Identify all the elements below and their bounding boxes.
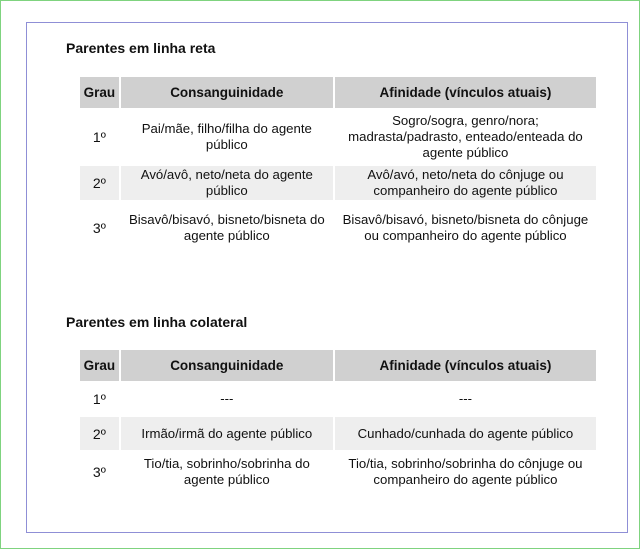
grau-cell: 2º [80,417,119,450]
grau-cell: 1º [92,391,106,407]
table-row [80,452,596,492]
header-grau: Grau [80,77,119,108]
consanguinidade-cell: Tio/tia, sobrinho/sobrinha do agente público [143,456,310,487]
header-afinidade: Afinidade (vínculos atuais) [335,77,596,108]
afinidade-cell: Cunhado/cunhada do agente público [335,417,596,450]
header-consanguinidade: Consanguinidade [121,350,333,381]
table-header-row [80,77,596,108]
afinidade-cell: Avô/avó, neto/neta do cônjuge ou companheiro do agente público [335,166,596,200]
section-title-linha-reta: Parentes em linha reta [66,40,216,56]
consanguinidade-cell: Bisavô/bisavó, bisneto/bisneta do agente público [128,212,325,243]
table-row [80,202,596,254]
header-consanguinidade: Consanguinidade [121,77,333,108]
afinidade-cell: Tio/tia, sobrinho/sobrinha do cônjuge ou companheiro do agente público [348,456,583,487]
table-row [80,166,596,200]
consanguinidade-cell: Irmão/irmã do agente público [121,417,333,450]
table-header-row [80,350,596,381]
section-title-linha-colateral: Parentes em linha colateral [66,314,248,330]
grau-cell: 1º [92,129,106,145]
grau-cell: 3º [92,464,106,480]
table-row [80,110,596,164]
header-afinidade: Afinidade (vínculos atuais) [335,350,596,381]
consanguinidade-cell: Pai/mãe, filho/filha do agente público [141,121,312,152]
table-row [80,383,596,415]
header-grau: Grau [80,350,119,381]
grau-cell: 2º [80,166,119,200]
consanguinidade-cell: Avó/avô, neto/neta do agente público [121,166,333,200]
consanguinidade-cell: --- [220,391,234,406]
afinidade-cell: Sogro/sogra, genro/nora; madrasta/padrasto, enteado/enteada do agente público [348,113,583,160]
grau-cell: 3º [92,220,106,236]
table-linha-colateral [78,348,598,494]
table-row [80,417,596,450]
afinidade-cell: --- [458,391,473,406]
table-linha-reta [78,75,598,256]
afinidade-cell: Bisavô/bisavó, bisneto/bisneta do cônjuge ou companheiro do agente público [342,212,589,243]
